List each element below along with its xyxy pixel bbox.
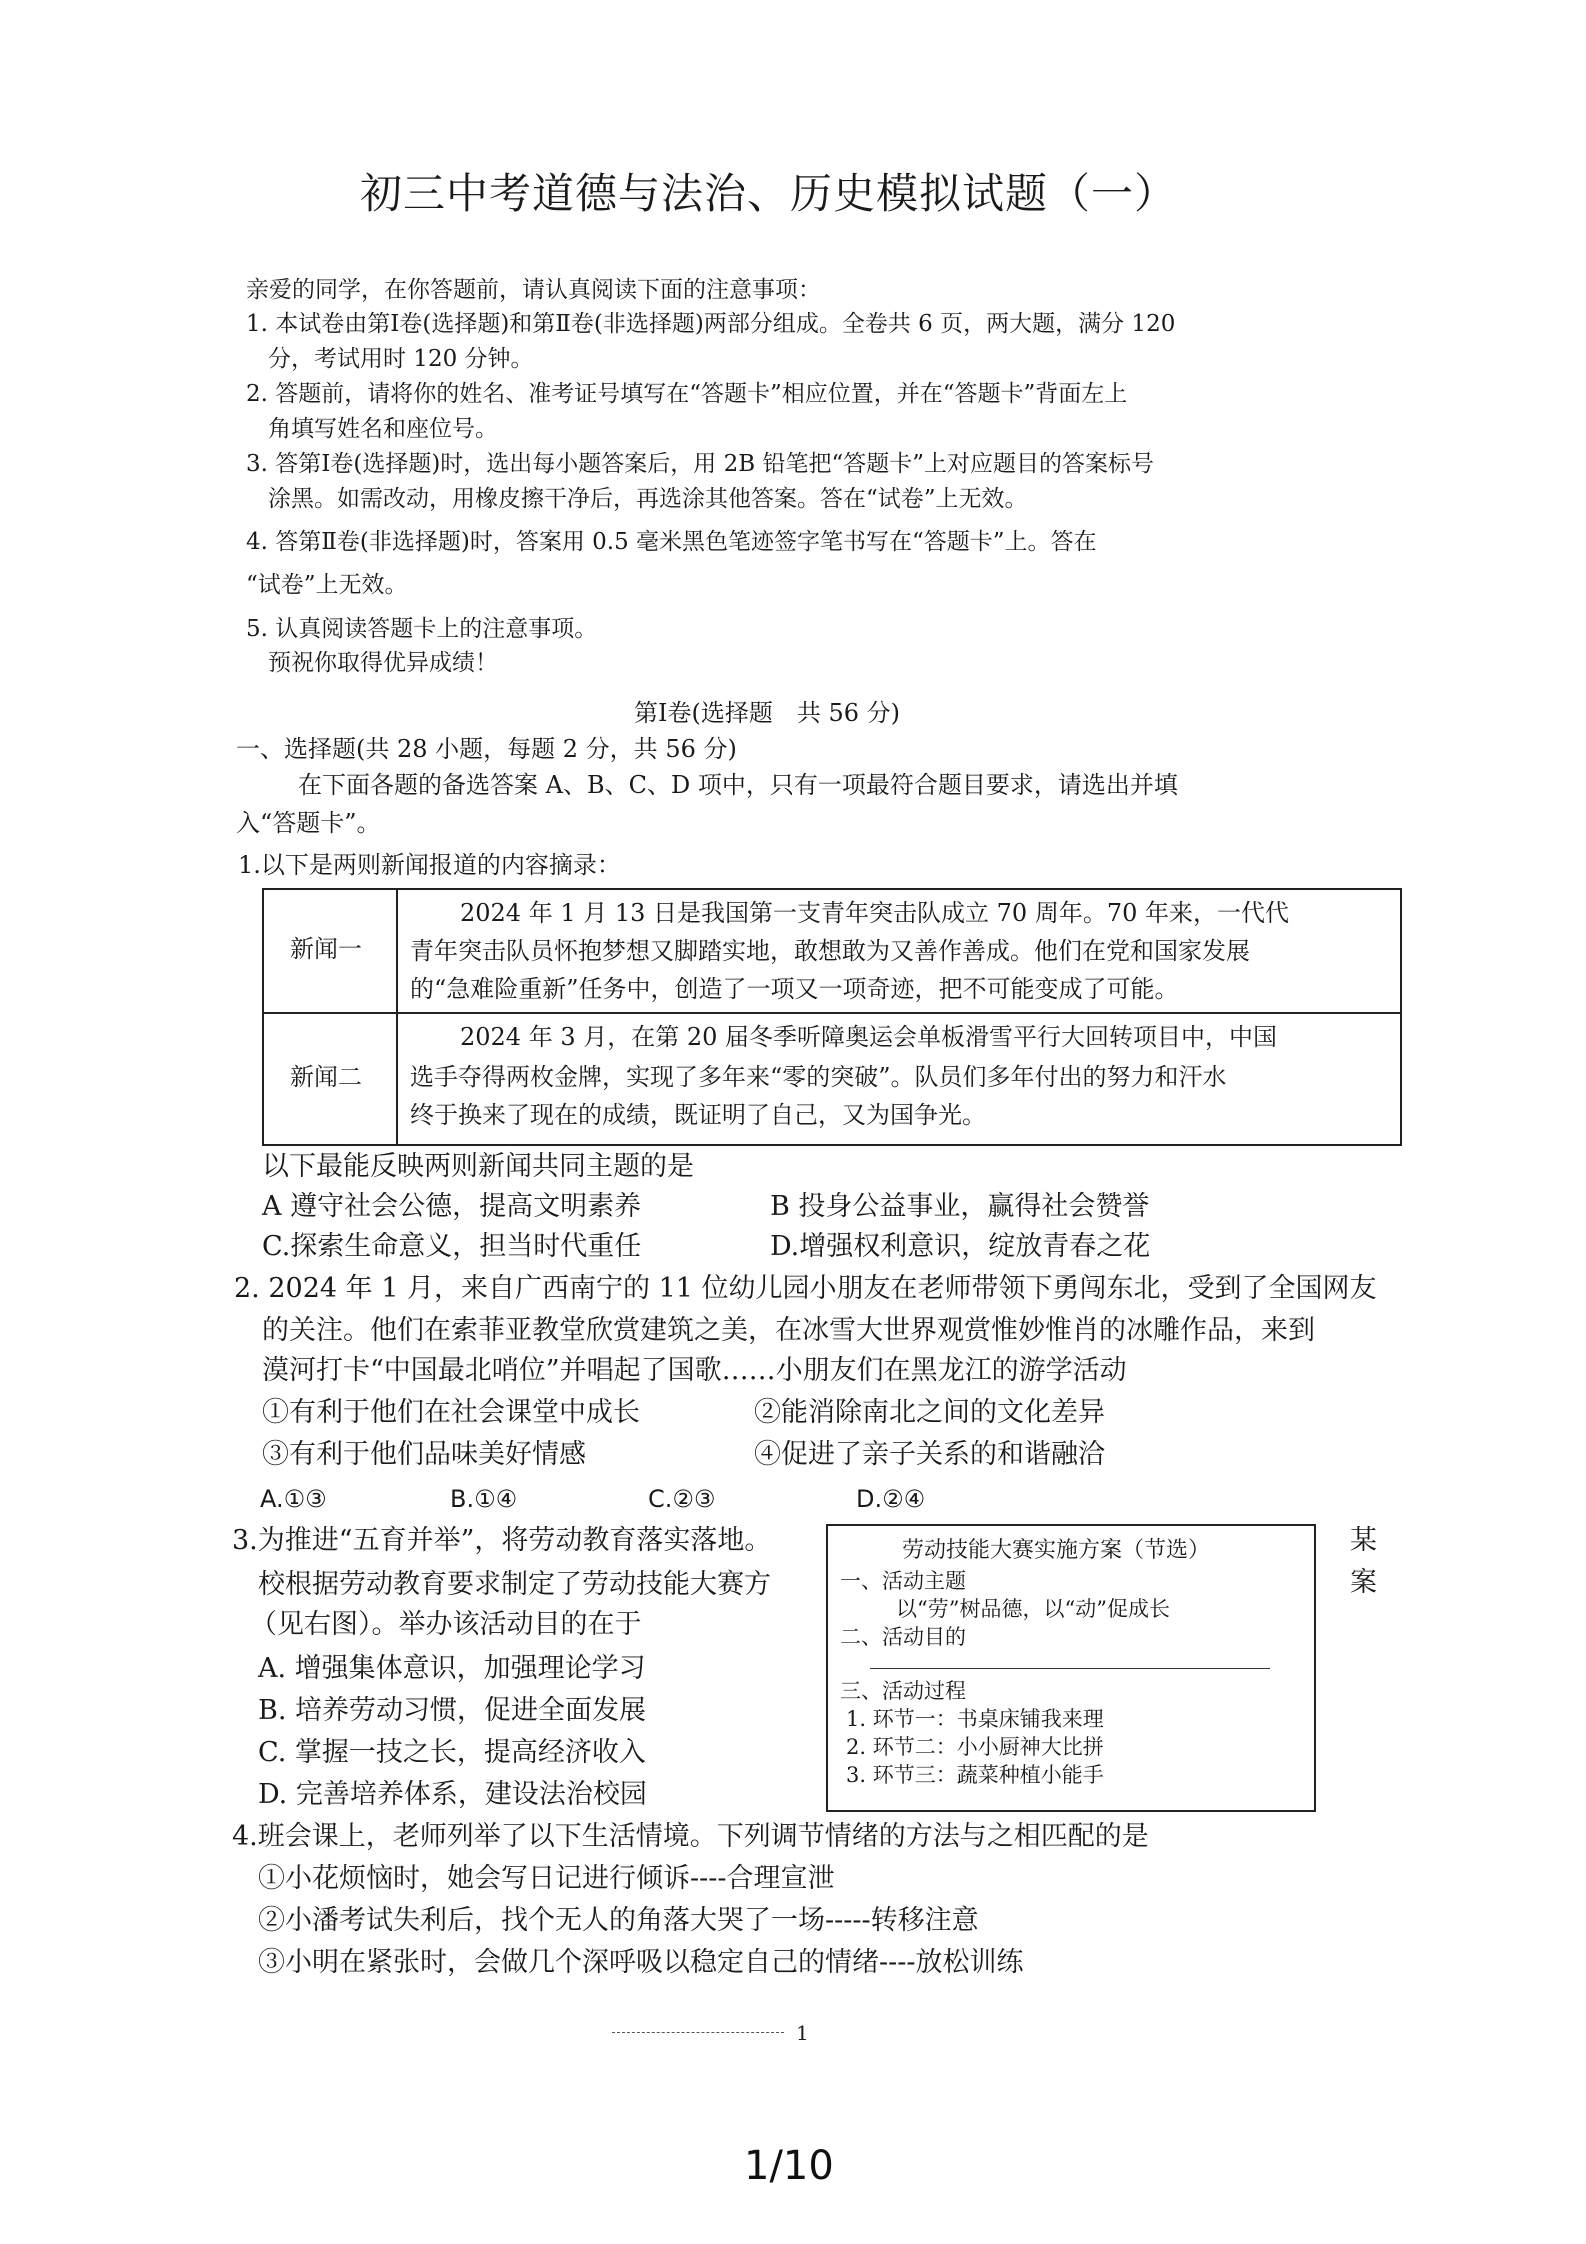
- notice-line: 分，考试用时 120 分钟。: [268, 346, 534, 372]
- news-2-text: 选手夺得两枚金牌，实现了多年来“零的突破”。队员们多年付出的努力和汗水: [410, 1063, 1227, 1091]
- option-d: D.②④: [856, 1485, 926, 1513]
- plan-title: 劳动技能大赛实施方案（节选）: [902, 1538, 1211, 1563]
- option-a: A 遵守社会公德，提高文明素养: [262, 1191, 642, 1222]
- news-1-text: 青年突击队员怀抱梦想又脚踏实地，敢想敢为又善作善成。他们在党和国家发展: [410, 937, 1250, 965]
- option-c: C. 掌握一技之长，提高经济收入: [258, 1737, 646, 1768]
- page-number: 1: [796, 2021, 809, 2045]
- question-4-stem: 4.班会课上，老师列举了以下生活情境。下列调节情绪的方法与之相匹配的是: [232, 1821, 1149, 1852]
- question-1-stem: 1.以下是两则新闻报道的内容摘录：: [238, 851, 621, 879]
- notice-line: 5. 认真阅读答题卡上的注意事项。: [246, 616, 598, 642]
- statement-1: ①有利于他们在社会课堂中成长: [262, 1397, 640, 1428]
- section-heading: 一、选择题(共 28 小题，每题 2 分，共 56 分): [236, 735, 737, 763]
- instruction-line: 在下面各题的备选答案 A、B、C、D 项中，只有一项最符合题目要求，请选出并填: [298, 771, 1178, 799]
- option-a: A. 增强集体意识，加强理论学习: [258, 1653, 646, 1684]
- option-b: B 投身公益事业，赢得社会赞誉: [770, 1191, 1150, 1222]
- table-divider: [396, 888, 398, 1146]
- news-2-text: 2024 年 3 月，在第 20 届冬季听障奥运会单板滑雪平行大回转项目中，中国: [460, 1023, 1278, 1051]
- notice-line: 2. 答题前，请将你的姓名、准考证号填写在“答题卡”相应位置，并在“答题卡”背面左上: [246, 381, 1128, 407]
- plan-section: 三、活动过程: [840, 1679, 966, 1703]
- part-heading: 第Ⅰ卷(选择题 共 56 分): [634, 699, 901, 727]
- notice-wish: 预祝你取得优异成绩！: [268, 650, 498, 676]
- statement-2: ②小潘考试失利后，找个无人的角落大哭了一场-----转移注意: [258, 1905, 979, 1936]
- question-2-stem: 的关注。他们在索菲亚教堂欣赏建筑之美，在冰雪大世界观赏惟妙惟肖的冰雕作品，来到: [262, 1315, 1315, 1346]
- news-1-text: 的“急难险重新”任务中，创造了一项又一项奇迹，把不可能变成了可能。: [410, 975, 1179, 1003]
- table-divider: [262, 1012, 1402, 1014]
- option-b: B. 培养劳动习惯，促进全面发展: [258, 1695, 647, 1726]
- statement-3: ③有利于他们品味美好情感: [262, 1439, 586, 1470]
- option-b: B.①④: [450, 1485, 518, 1513]
- blank-line: [870, 1668, 1270, 1669]
- plan-section: 二、活动目的: [840, 1625, 966, 1649]
- question-3-stem: 3.为推进“五育并举”，将劳动教育落实落地。: [232, 1525, 772, 1556]
- option-c: C.探索生命意义，担当时代重任: [262, 1231, 642, 1262]
- plan-theme: 以“劳”树品德，以“动”促成长: [896, 1597, 1170, 1621]
- notice-intro: 亲爱的同学，在你答题前，请认真阅读下面的注意事项：: [246, 277, 821, 303]
- notice-line: “试卷”上无效。: [246, 572, 408, 598]
- plan-step: 1. 环节一：书桌床铺我来理: [846, 1707, 1104, 1731]
- notice-line: 3. 答第Ⅰ卷(选择题)时，选出每小题答案后，用 2B 铅笔把“答题卡”上对应题目的答案标号: [246, 451, 1154, 477]
- notice-line: 涂黑。如需改动，用橡皮擦干净后，再选涂其他答案。答在“试卷”上无效。: [268, 486, 1028, 512]
- question-3-stem-tail: 某: [1350, 1525, 1377, 1556]
- statement-1: ①小花烦恼时，她会写日记进行倾诉----合理宣泄: [258, 1863, 835, 1894]
- notice-line: 4. 答第Ⅱ卷(非选择题)时，答案用 0.5 毫米黑色笔迹签字笔书写在“答题卡”上。答在: [246, 529, 1097, 555]
- question-1-prompt: 以下最能反映两则新闻共同主题的是: [262, 1151, 694, 1182]
- footer-rule: [612, 2032, 784, 2033]
- option-a: A.①③: [260, 1485, 327, 1513]
- option-d: D.增强权利意识，绽放青春之花: [770, 1231, 1151, 1262]
- question-2-stem: 2. 2024 年 1 月，来自广西南宁的 11 位幼儿园小朋友在老师带领下勇闯东北，受到了全国网友: [234, 1273, 1377, 1304]
- question-3-stem: （见右图）。举办该活动目的在于: [250, 1609, 642, 1640]
- page-indicator: 1/10: [744, 2143, 834, 2189]
- instruction-line: 入“答题卡”。: [236, 809, 381, 837]
- statement-2: ②能消除南北之间的文化差异: [754, 1397, 1105, 1428]
- page-title: 初三中考道德与法治、历史模拟试题（一）: [360, 169, 1178, 218]
- option-d: D. 完善培养体系，建设法治校园: [258, 1779, 647, 1810]
- statement-3: ③小明在紧张时，会做几个深呼吸以稳定自己的情绪----放松训练: [258, 1947, 1024, 1978]
- question-3-stem: 校根据劳动教育要求制定了劳动技能大赛方: [258, 1569, 771, 1600]
- option-c: C.②③: [648, 1485, 716, 1513]
- notice-line: 1. 本试卷由第Ⅰ卷(选择题)和第Ⅱ卷(非选择题)两部分组成。全卷共 6 页，两大题，满分 120: [246, 311, 1176, 337]
- question-3-stem-tail: 案: [1350, 1567, 1377, 1598]
- news-2-label: 新闻二: [290, 1063, 362, 1091]
- news-1-label: 新闻一: [290, 935, 362, 963]
- news-2-text: 终于换来了现在的成绩，既证明了自己，又为国争光。: [410, 1101, 986, 1129]
- notice-line: 角填写姓名和座位号。: [268, 416, 498, 442]
- plan-section: 一、活动主题: [840, 1569, 966, 1593]
- question-2-stem: 漠河打卡“中国最北哨位”并唱起了国歌……小朋友们在黑龙江的游学活动: [262, 1355, 1127, 1386]
- plan-step: 3. 环节三：蔬菜种植小能手: [846, 1763, 1104, 1787]
- news-1-text: 2024 年 1 月 13 日是我国第一支青年突击队成立 70 周年。70 年来，一代代: [460, 899, 1289, 927]
- plan-step: 2. 环节二：小小厨神大比拼: [846, 1735, 1104, 1759]
- statement-4: ④促进了亲子关系的和谐融洽: [754, 1439, 1105, 1470]
